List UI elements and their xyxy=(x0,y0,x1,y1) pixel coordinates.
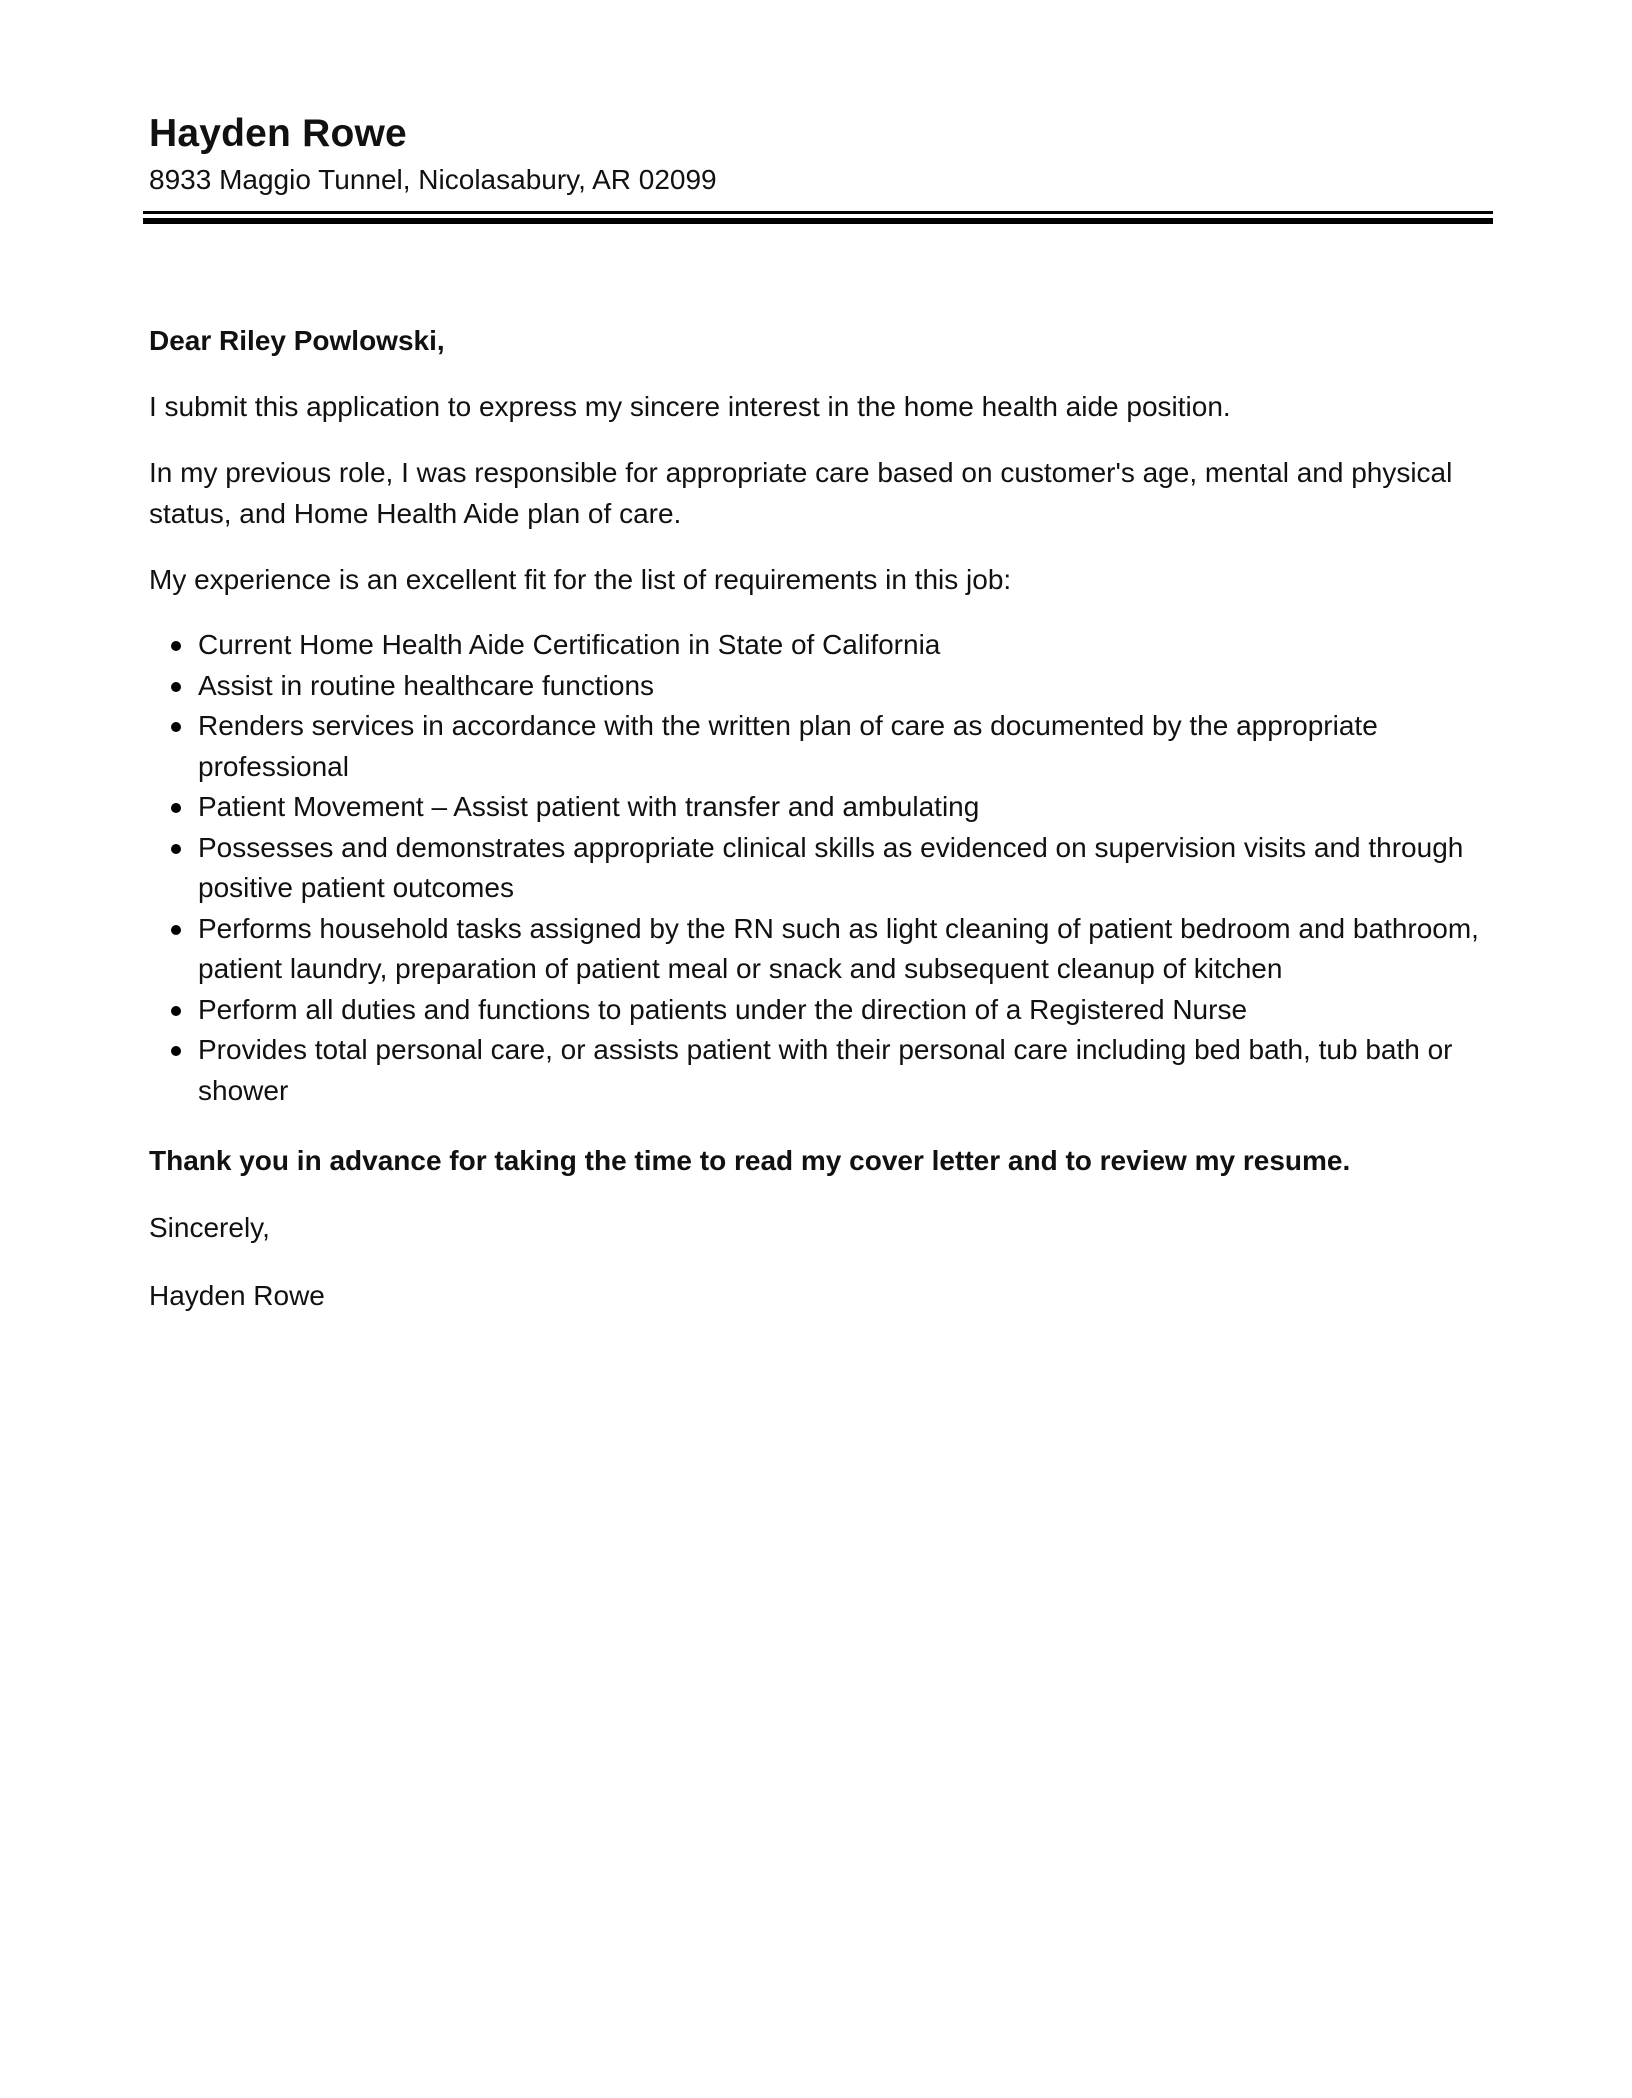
list-item: Patient Movement – Assist patient with transfer and ambulating xyxy=(149,787,1494,828)
fit-intro-paragraph: My experience is an excellent fit for the list of requirements in this job: xyxy=(149,564,1012,595)
header-divider-thin xyxy=(143,211,1493,214)
letter-header xyxy=(149,108,1489,200)
signature-name: Hayden Rowe xyxy=(149,1280,325,1311)
list-item: Possesses and demonstrates appropriate clinical skills as evidenced on supervision visits and through positive patient outcomes xyxy=(149,828,1494,909)
header-divider-thick xyxy=(143,218,1493,224)
requirements-list xyxy=(149,625,1494,1111)
previous-role-paragraph: In my previous role, I was responsible for appropriate care based on customer's age, mental and physical status, and Home Health Aide plan of care. xyxy=(149,457,1453,529)
list-item: Renders services in accordance with the written plan of care as documented by the appropriate professional xyxy=(149,706,1494,787)
list-item: Performs household tasks assigned by the RN such as light cleaning of patient bedroom and bathroom, patient laundry, preparation of patient meal or snack and subsequent cleanup of kitchen xyxy=(149,909,1494,990)
sender-name: Hayden Rowe xyxy=(149,112,407,155)
list-item: Perform all duties and functions to patients under the direction of a Registered Nurse xyxy=(149,990,1494,1031)
letter-body xyxy=(149,320,1494,1342)
list-item: Current Home Health Aide Certification in State of California xyxy=(149,625,1494,666)
intro-paragraph: I submit this application to express my sincere interest in the home health aide position. xyxy=(149,391,1231,422)
sender-address: 8933 Maggio Tunnel, Nicolasabury, AR 02099 xyxy=(149,164,717,195)
closing-phrase: Sincerely, xyxy=(149,1212,270,1243)
thank-you-paragraph: Thank you in advance for taking the time to read my cover letter and to review my resume. xyxy=(149,1145,1351,1176)
list-item: Provides total personal care, or assists patient with their personal care including bed bath, tub bath or shower xyxy=(149,1030,1494,1111)
list-item: Assist in routine healthcare functions xyxy=(149,666,1494,707)
salutation: Dear Riley Powlowski, xyxy=(149,325,445,356)
